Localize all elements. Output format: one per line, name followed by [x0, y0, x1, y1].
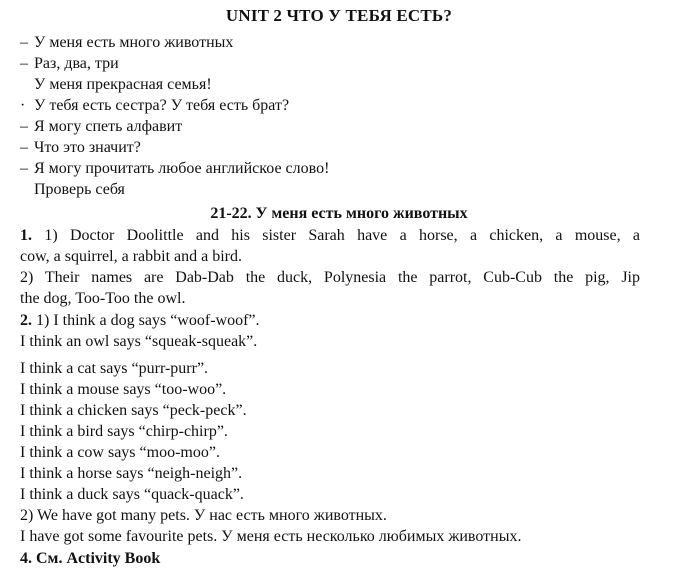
exercise-2-line: I think an owl says “squeak-squeak”.	[20, 333, 258, 350]
contents-item	[20, 180, 125, 200]
contents-item	[20, 33, 233, 53]
exercise-2-line: I think a bird says “chirp-chirp”.	[20, 423, 228, 440]
exercise-2-line: I think a cat says “purr-purr”.	[20, 360, 209, 377]
exercise-number: 2.	[20, 312, 32, 329]
exercise-1-line: cow, a squirrel, a rabbit and a bird.	[20, 248, 242, 265]
exercise-2-line	[20, 311, 260, 331]
exercise-2-line: 2) We have got many pets. У нас есть много животных.	[20, 507, 387, 524]
contents-bullet: –	[20, 160, 28, 177]
exercise-1-line: 2) Their names are Dab-Dab the duck, Polynesia the parrot, Cub-Cub the pig, Jip	[20, 269, 640, 286]
contents-bullet: ·	[20, 97, 26, 114]
unit-title: UNIT 2 ЧТО У ТЕБЯ ЕСТЬ?	[225, 6, 453, 25]
contents-bullet: –	[20, 118, 28, 135]
contents-text: Я могу прочитать любое английское слово!	[34, 160, 330, 177]
activity-book-reference: См. Activity Book	[36, 550, 161, 567]
exercise-number: 1.	[20, 227, 32, 244]
exercise-number: 4.	[20, 550, 32, 567]
contents-item	[20, 159, 329, 179]
exercise-2-line: I think a duck says “quack-quack”.	[20, 486, 244, 503]
contents-text: Что это значит?	[34, 139, 141, 156]
exercise-text: 1) Doctor Doolittle and his sister Sarah have a horse, a chicken, a mouse, a	[44, 227, 641, 244]
contents-item	[20, 54, 119, 74]
exercise-1-line: the dog, Too-Too the owl.	[20, 290, 186, 307]
contents-text: У тебя есть сестра? У тебя есть брат?	[34, 97, 290, 114]
exercise-2-line: I think a cow says “moo-moo”.	[20, 444, 220, 461]
contents-text: У меня есть много животных	[34, 34, 234, 51]
contents-text: Проверь себя	[34, 181, 125, 198]
section-heading: 21-22. У меня есть много животных	[210, 205, 468, 222]
exercise-4-line	[20, 549, 160, 569]
contents-item	[20, 75, 212, 95]
exercise-text: 1) I think a dog says “woof-woof”.	[36, 312, 260, 329]
contents-bullet: –	[20, 139, 28, 156]
exercise-2-line: I have got some favourite pets. У меня есть несколько любимых животных.	[20, 528, 522, 545]
contents-item	[20, 138, 141, 158]
exercise-2-line: I think a mouse says “too-woo”.	[20, 381, 227, 398]
contents-item	[20, 117, 182, 137]
contents-bullet: –	[20, 34, 28, 51]
contents-text: Раз, два, три	[34, 55, 119, 72]
exercise-2-line: I think a chicken says “peck-peck”.	[20, 402, 247, 419]
contents-bullet: –	[20, 55, 28, 72]
exercise-2-line: I think a horse says “neigh-neigh”.	[20, 465, 243, 482]
exercise-1-line	[20, 226, 640, 246]
contents-text: Я могу спеть алфавит	[34, 118, 183, 135]
contents-text: У меня прекрасная семья!	[34, 76, 212, 93]
contents-item	[20, 96, 289, 116]
